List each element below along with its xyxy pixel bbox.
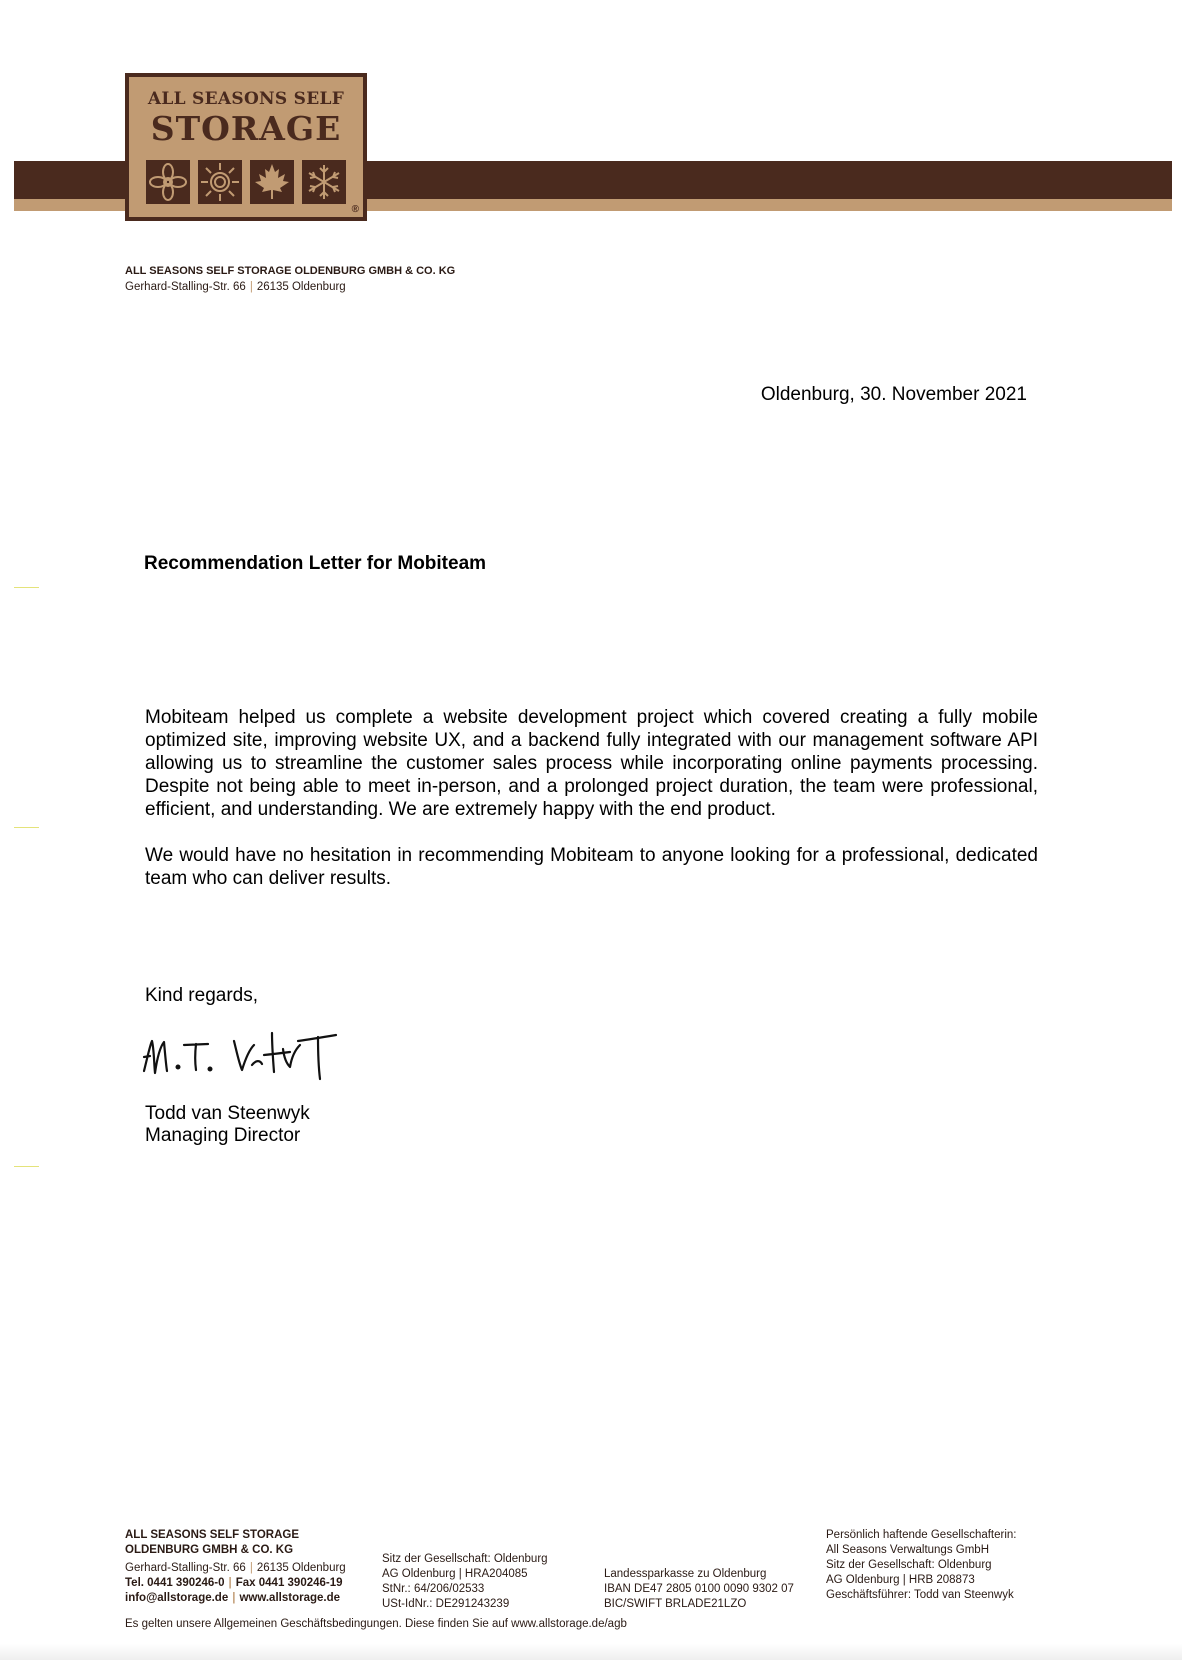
registered-mark: ® — [351, 204, 359, 215]
footer-street: Gerhard-Stalling-Str. 66 — [125, 1562, 246, 1574]
signer-name: Todd van Steenwyk — [145, 1103, 310, 1124]
fold-mark — [14, 1166, 39, 1167]
sender-street: Gerhard-Stalling-Str. 66 — [125, 281, 246, 293]
footer-phone-fax: Tel. 0441 390246-0 | Fax 0441 390246-19 — [125, 1577, 343, 1589]
handwritten-signature — [140, 1015, 350, 1100]
maple-leaf-icon — [250, 160, 294, 204]
footer-bank-line: IBAN DE47 2805 0100 0090 9302 07 — [604, 1583, 794, 1595]
footer-registry-line: Sitz der Gesellschaft: Oldenburg — [382, 1553, 548, 1565]
footer-company-name: OLDENBURG GMBH & CO. KG — [125, 1544, 294, 1556]
footer-company — [125, 1528, 346, 1606]
footer-registry-line: AG Oldenburg | HRA204085 — [382, 1568, 528, 1580]
footer-partner — [826, 1528, 1017, 1603]
footer-partner-line: Geschäftsführer: Todd van Steenwyk — [826, 1589, 1014, 1601]
letter-subject: Recommendation Letter for Mobiteam — [144, 553, 487, 574]
footer-bank — [604, 1567, 794, 1612]
footer-bank-line: Landessparkasse zu Oldenburg — [604, 1568, 767, 1580]
page-edge-shade — [0, 1644, 1182, 1660]
sun-icon — [198, 160, 242, 204]
footer-partner-line: All Seasons Verwaltungs GmbH — [826, 1544, 989, 1556]
footer-city: 26135 Oldenburg — [256, 1562, 346, 1574]
footer-partner-line: AG Oldenburg | HRB 208873 — [826, 1574, 975, 1586]
body-paragraph: We would have no hesitation in recommending Mobiteam to anyone looking for a professional, dedicated team who can deliver results. — [145, 845, 1038, 889]
footer-company-name: ALL SEASONS SELF STORAGE — [125, 1529, 300, 1541]
footer-registry-line: USt-IdNr.: DE291243239 — [382, 1598, 510, 1610]
footer-fax: Fax 0441 390246-19 — [235, 1577, 343, 1589]
footer-web: www.allstorage.de — [239, 1592, 340, 1604]
footer-registry — [382, 1552, 548, 1612]
footer-bank-line: BIC/SWIFT BRLADE21LZO — [604, 1598, 747, 1610]
sender-address: Gerhard-Stalling-Str. 66 | 26135 Oldenburg — [125, 281, 346, 293]
footer-registry-line: StNr.: 64/206/02533 — [382, 1583, 485, 1595]
footer-partner-line: Sitz der Gesellschaft: Oldenburg — [826, 1559, 992, 1571]
letter-date: Oldenburg, 30. November 2021 — [760, 384, 1027, 405]
logo-line-2: STORAGE — [150, 109, 342, 148]
footer-terms: Es gelten unsere Allgemeinen Geschäftsbedingungen. Diese finden Sie auf www.allstorage.de/agb — [125, 1618, 627, 1630]
signer-title: Managing Director — [145, 1125, 301, 1146]
letter-closing: Kind regards, — [145, 985, 259, 1006]
company-logo — [125, 73, 367, 221]
footer-address: Gerhard-Stalling-Str. 66 | 26135 Oldenburg — [125, 1562, 346, 1574]
body-paragraph: Mobiteam helped us complete a website development project which covered creating a fully mobile optimized site, improving website UX, and a backend fully integrated with our management software API allowing us to streamline the customer sales process while incorporating online payments processing. Despite not being able to meet in-person, and a prolonged project duration, the team were professional, efficient, and understanding. We are extremely happy with the end product. — [145, 707, 1038, 820]
snowflake-icon — [302, 160, 346, 204]
footer-contact: info@allstorage.de | www.allstorage.de — [125, 1592, 340, 1604]
footer-tel: Tel. 0441 390246-0 — [125, 1577, 225, 1589]
fold-mark — [14, 827, 39, 828]
logo-line-1: ALL SEASONS SELF — [147, 89, 345, 109]
footer-email: info@allstorage.de — [125, 1592, 229, 1604]
sender-city: 26135 Oldenburg — [256, 281, 346, 293]
letter-body — [145, 706, 1038, 913]
sender-name: ALL SEASONS SELF STORAGE OLDENBURG GMBH & CO. KG — [125, 265, 456, 277]
fold-mark — [14, 587, 39, 588]
flower-icon — [146, 160, 190, 204]
footer-partner-line: Persönlich haftende Gesellschafterin: — [826, 1529, 1017, 1541]
